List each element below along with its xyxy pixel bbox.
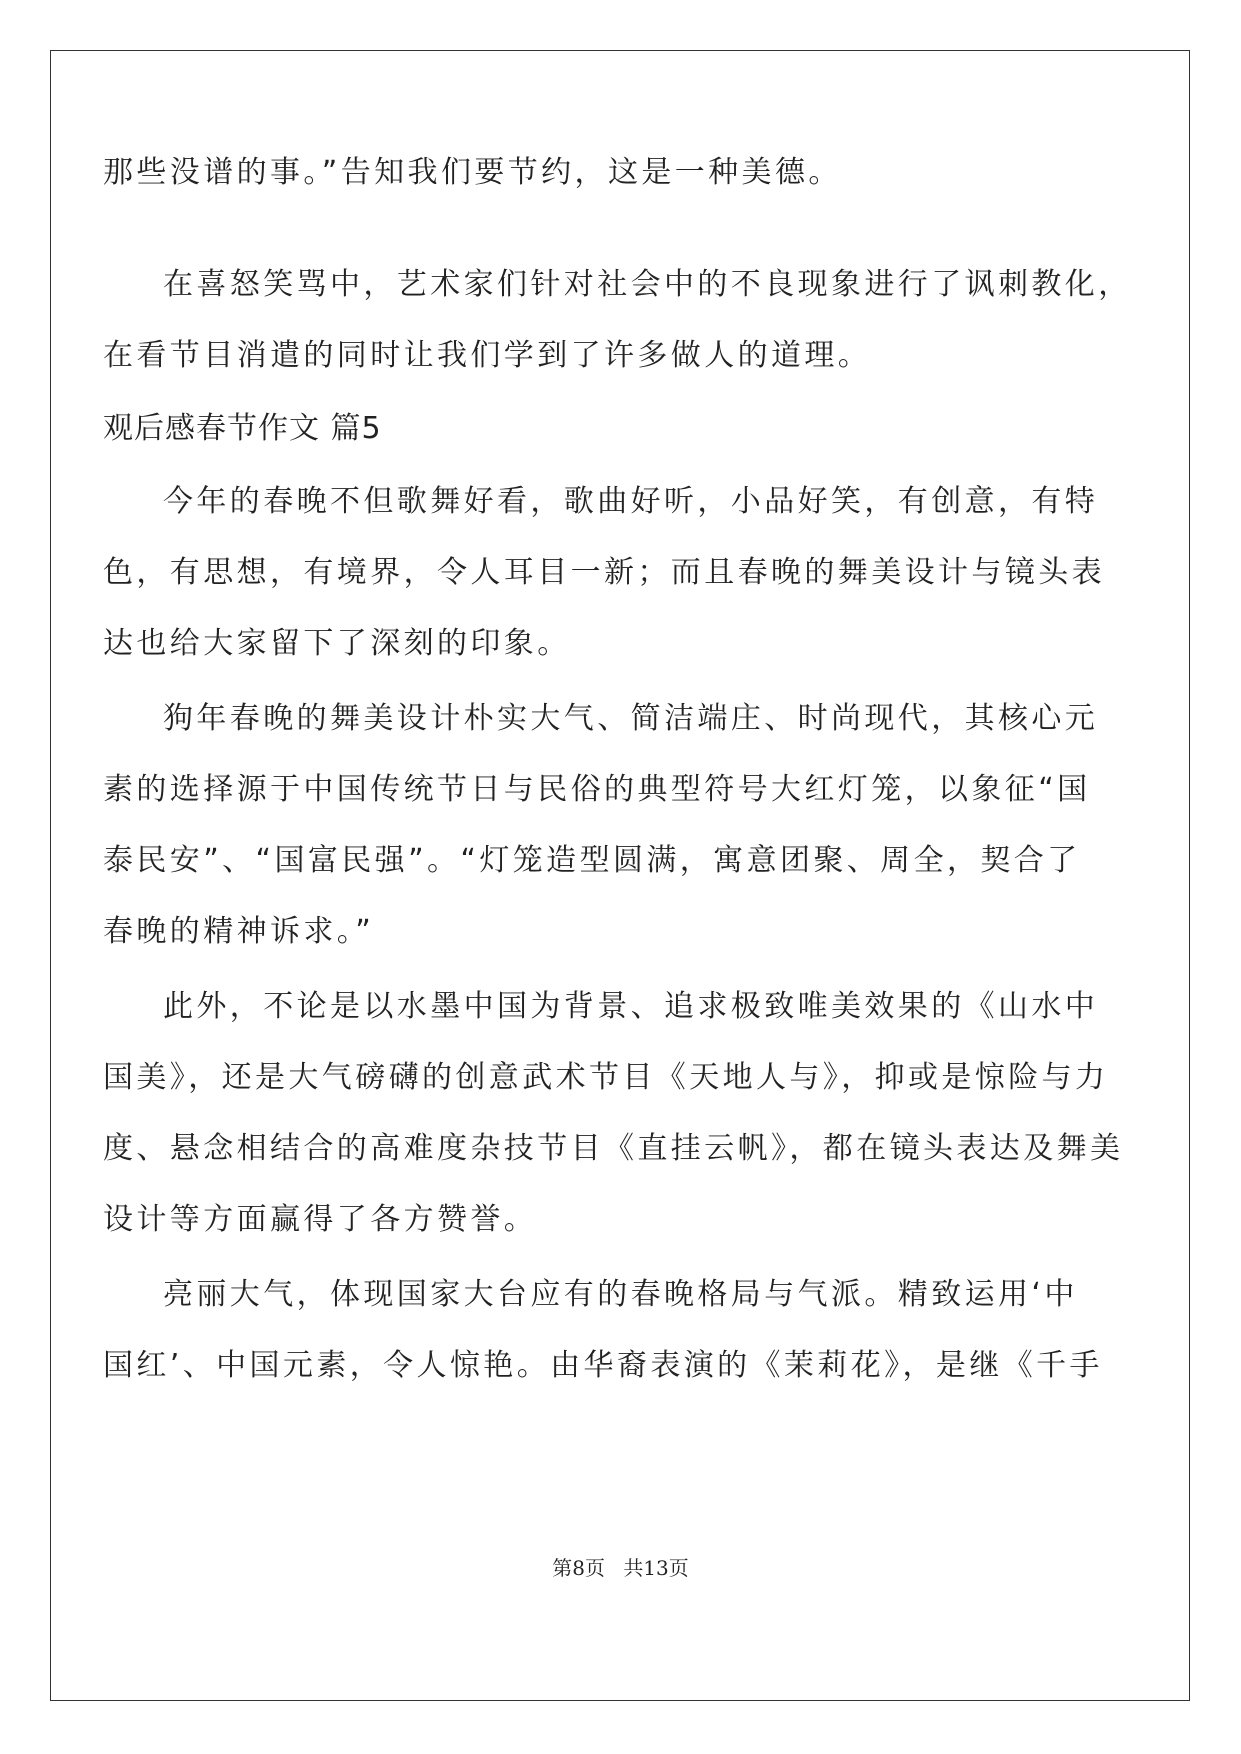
page-number: 第8页 bbox=[552, 1556, 605, 1580]
page-footer bbox=[0, 1552, 1241, 1581]
paragraph-line: 国红’、中国元素，令人惊艳。由华裔表演的《茉莉花》，是继《千手 bbox=[103, 1348, 1103, 1383]
paragraph-line: 狗年春晚的舞美设计朴实大气、简洁端庄、时尚现代，其核心元 bbox=[163, 701, 1099, 736]
paragraph-line: 设计等方面赢得了各方赞誉。 bbox=[103, 1202, 538, 1237]
paragraph-line: 色，有思想，有境界，令人耳目一新；而且春晚的舞美设计与镜头表 bbox=[103, 555, 1105, 590]
paragraph-line: 在看节目消遣的同时让我们学到了许多做人的道理。 bbox=[103, 338, 872, 373]
paragraph-line: 达也给大家留下了深刻的印象。 bbox=[103, 626, 571, 661]
paragraph-line: 亮丽大气，体现国家大台应有的春晚格局与气派。精致运用‘中 bbox=[163, 1277, 1078, 1312]
page-total: 共13页 bbox=[623, 1556, 689, 1580]
paragraph-line: 度、悬念相结合的高难度杂技节目《直挂云帆》，都在镜头表达及舞美 bbox=[103, 1131, 1124, 1166]
paragraph-line: 国美》，还是大气磅礴的创意武术节目《天地人与》，抑或是惊险与力 bbox=[103, 1060, 1109, 1095]
paragraph-line: 在喜怒笑骂中，艺术家们针对社会中的不良现象进行了讽刺教化， bbox=[163, 267, 1132, 302]
paragraph-line: 此外，不论是以水墨中国为背景、追求极致唯美效果的《山水中 bbox=[163, 989, 1099, 1024]
paragraph-line: 春晚的精神诉求。” bbox=[103, 914, 375, 949]
section-heading: 观后感春节作文 篇5 bbox=[103, 411, 382, 446]
paragraph-line: 素的选择源于中国传统节日与民俗的典型符号大红灯笼，以象征“国 bbox=[103, 772, 1091, 807]
paragraph-line: 泰民安”、“国富民强”。“灯笼造型圆满，寓意团聚、周全，契合了 bbox=[103, 843, 1081, 878]
paragraph-line: 今年的春晚不但歌舞好看，歌曲好听，小品好笑，有创意，有特 bbox=[163, 484, 1099, 519]
paragraph-line: 那些没谱的事。”告知我们要节约，这是一种美德。 bbox=[103, 155, 842, 190]
